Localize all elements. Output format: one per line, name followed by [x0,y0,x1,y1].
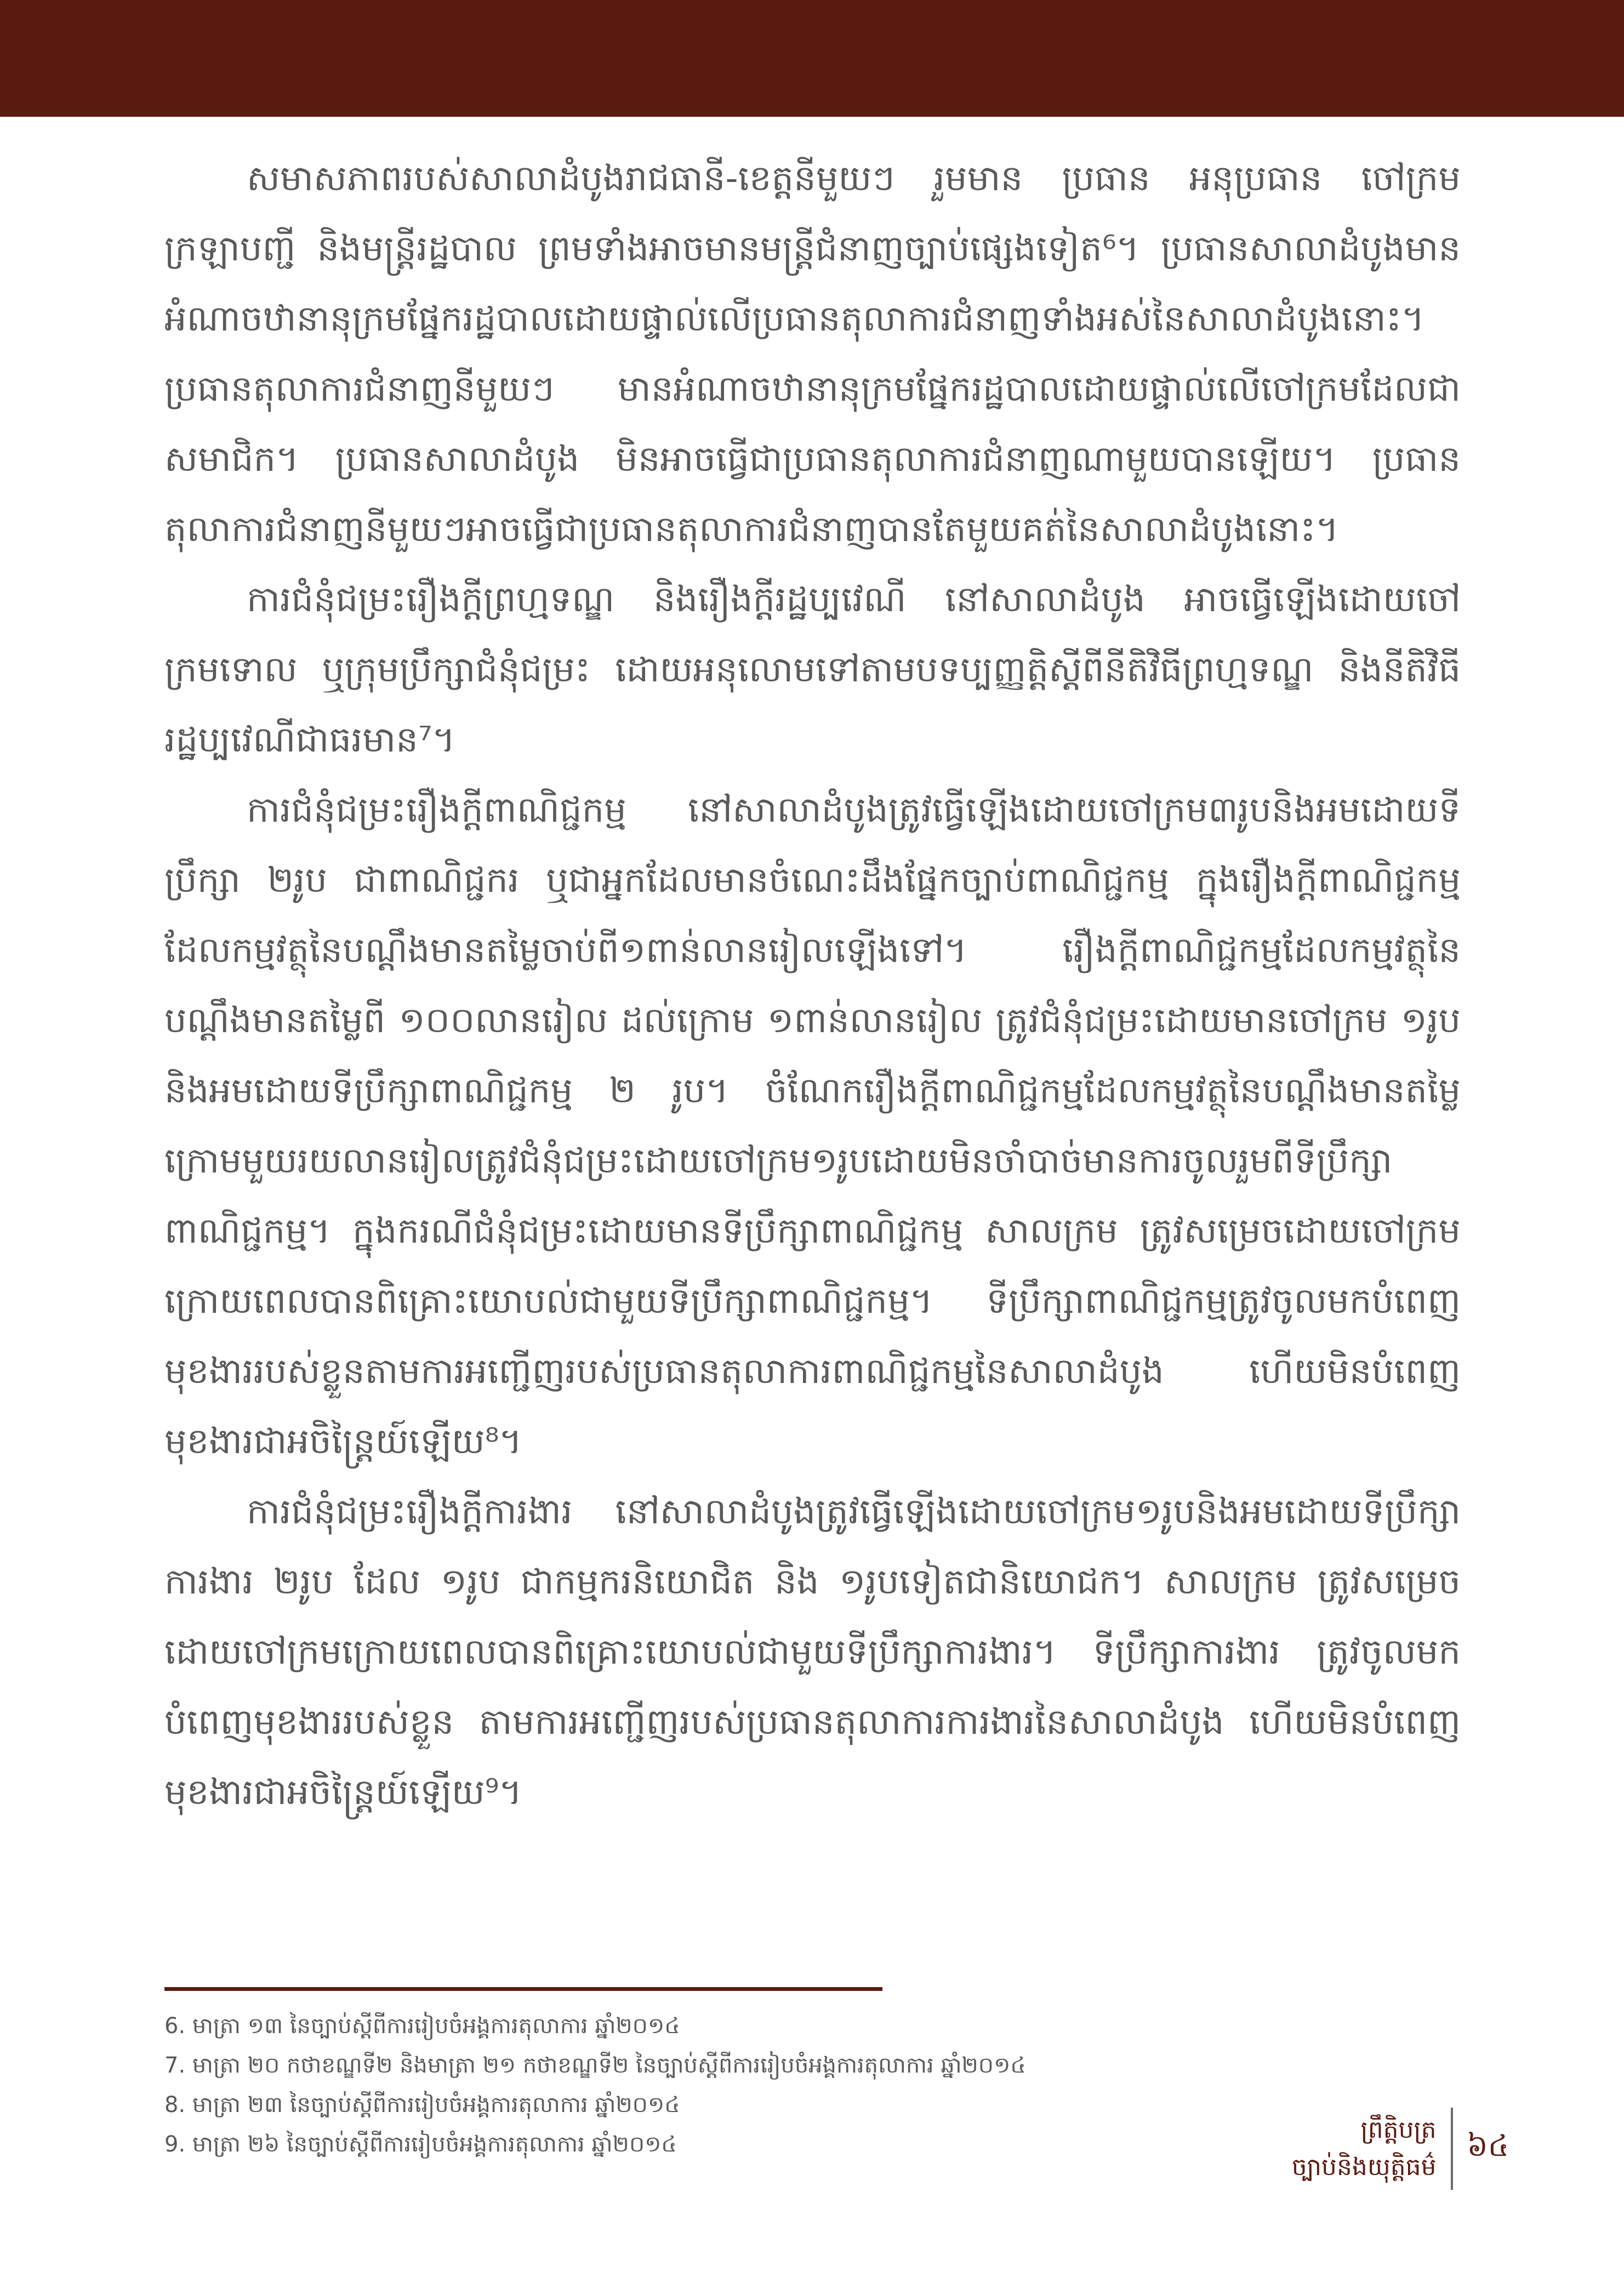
paragraph: ការជំនុំជម្រះរឿងក្តីពាណិជ្ជកម្ម នៅសាលាដំបូងត្រូវធ្វើឡើងដោយចៅក្រម៣រូបនិងអមដោយទីប្រឹក្សា ២រូប ជាពាណិជ្ជករ ឬជាអ្នកដែលមានចំណេះដឹងផ្នែកច្បាប់ពាណិជ្ជកម្ម ក្នុងរឿងក្តីពាណិជ្ជកម្មដែលកម្មវត្ថុនៃបណ្តឹងមានតម្លៃចាប់ពី១ពាន់លានរៀលឡើងទៅ។ រឿងក្តីពាណិជ្ជកម្មដែលកម្មវត្ថុនៃបណ្តឹងមានតម្លៃពី ១០០លានរៀល ដល់ក្រោម ១ពាន់លានរៀល ត្រូវជំនុំជម្រះដោយមានចៅក្រម ១រូប និងអមដោយទីប្រឹក្សាពាណិជ្ជកម្ម ២ រូប។ ចំណែករឿងក្តីពាណិជ្ជកម្មដែលកម្មវត្ថុនៃបណ្តឹងមានតម្លៃក្រោមមួយរយលានរៀលត្រូវជំនុំជម្រះដោយចៅក្រម១រូបដោយមិនចាំបាច់មានការចូលរួមពីទីប្រឹក្សាពាណិជ្ជកម្ម។ ក្នុងករណីជំនុំជម្រះដោយមានទីប្រឹក្សាពាណិជ្ជកម្ម សាលក្រម ត្រូវសម្រេចដោយចៅក្រម ក្រោយពេលបានពិគ្រោះយោបល់ជាមួយទីប្រឹក្សាពាណិជ្ជកម្ម។ ទីប្រឹក្សាពាណិជ្ជកម្មត្រូវចូលមកបំពេញមុខងាររបស់ខ្លួនតាមការអញ្ជើញរបស់ប្រធានតុលាការពាណិជ្ជកម្មនៃសាលាដំបូង ហើយមិនបំពេញមុខងារជាអចិន្ត្រៃយ៍ឡើយ⁸។ [164,790,1461,1462]
publication-title-line1: ព្រឹត្តិបត្រ [1360,2116,1437,2144]
footnote: 8. មាត្រា ២៣ នៃច្បាប់ស្តីពីការរៀបចំអង្គការតុលាការ ឆ្នាំ២០១៤ [164,2092,680,2118]
main-text [164,144,1461,1828]
footnotes [164,2006,1206,2164]
footnote: 6. មាត្រា ១៣ នៃច្បាប់ស្តីពីការរៀបចំអង្គការតុលាការ ឆ្នាំ២០១៤ [164,2013,680,2039]
page-footer [1292,2108,1509,2190]
footnote: 9. មាត្រា ២៦ នៃច្បាប់ស្តីពីការរៀបចំអង្គការតុលាការ ឆ្នាំ២០១៤ [164,2132,677,2157]
footnote-divider [164,1987,882,1991]
paragraph: សមាសភាពរបស់សាលាដំបូងរាជធានី-ខេត្តនីមួយៗ រួមមាន ប្រធាន អនុប្រធាន ចៅក្រម ក្រឡាបញ្ជី និងមន្ត្រីរដ្ឋបាល ព្រមទាំងអាចមានមន្ត្រីជំនាញច្បាប់ផ្សេងទៀត⁶។ ប្រធានសាលាដំបូងមានអំណាចឋានានុក្រមផ្នែករដ្ឋបាលដោយផ្ទាល់លើប្រធានតុលាការជំនាញទាំងអស់នៃសាលាដំបូងនោះ។ ប្រធានតុលាការជំនាញនីមួយៗ មានអំណាចឋានានុក្រមផ្នែករដ្ឋបាលដោយផ្ទាល់លើចៅក្រមដែលជាសមាជិក។ ប្រធានសាលាដំបូង មិនអាចធ្វើជាប្រធានតុលាការជំនាញណាមួយបានឡើយ។ ប្រធានតុលាការជំនាញនីមួយៗអាចធ្វើជាប្រធានតុលាការជំនាញបានតែមួយគត់នៃសាលាដំបូងនោះ។ [164,158,1461,550]
publication-title-line2: ច្បាប់និងយុត្តិធម៌ [1291,2153,1437,2181]
publication-title [1292,2111,1451,2186]
footnote: 7. មាត្រា ២០ កថាខណ្ឌទី២ និងមាត្រា ២១ កថាខណ្ឌទី២ នៃច្បាប់ស្តីពីការរៀបចំអង្គការតុលាការ ឆ្នាំ២០១៤ [164,2053,1026,2078]
page-number: ៦៤ [1467,2128,1509,2163]
header-band [0,0,1624,117]
paragraph: ការជំនុំជម្រះរឿងក្តីព្រហ្មទណ្ឌ និងរឿងក្តីរដ្ឋប្បវេណី នៅសាលាដំបូង អាចធ្វើឡើងដោយចៅក្រមទោល ឬក្រុមប្រឹក្សាជំនុំជម្រះ ដោយអនុលោមទៅតាមបទប្បញ្ញត្តិស្តីពីនីតិវិធីព្រហ្មទណ្ឌ និងនីតិវិធីរដ្ឋប្បវេណីជាធរមាន⁷។ [164,579,1461,760]
paragraph: ការជំនុំជម្រះរឿងក្តីការងារ នៅសាលាដំបូងត្រូវធ្វើឡើងដោយចៅក្រម១រូបនិងអមដោយទីប្រឹក្សាការងារ ២រូប ដែល ១រូប ជាកម្មករនិយោជិត និង ១រូបទៀតជានិយោជក។ សាលក្រម ត្រូវសម្រេចដោយចៅក្រមក្រោយពេលបានពិគ្រោះយោបល់ជាមួយទីប្រឹក្សាការងារ។ ទីប្រឹក្សាការងារ ត្រូវចូលមកបំពេញមុខងាររបស់ខ្លួន តាមការអញ្ជើញរបស់ប្រធានតុលាការការងារនៃសាលាដំបូង ហើយមិនបំពេញមុខងារជាអចិន្ត្រៃយ៍ឡើយ⁹។ [164,1492,1461,1813]
